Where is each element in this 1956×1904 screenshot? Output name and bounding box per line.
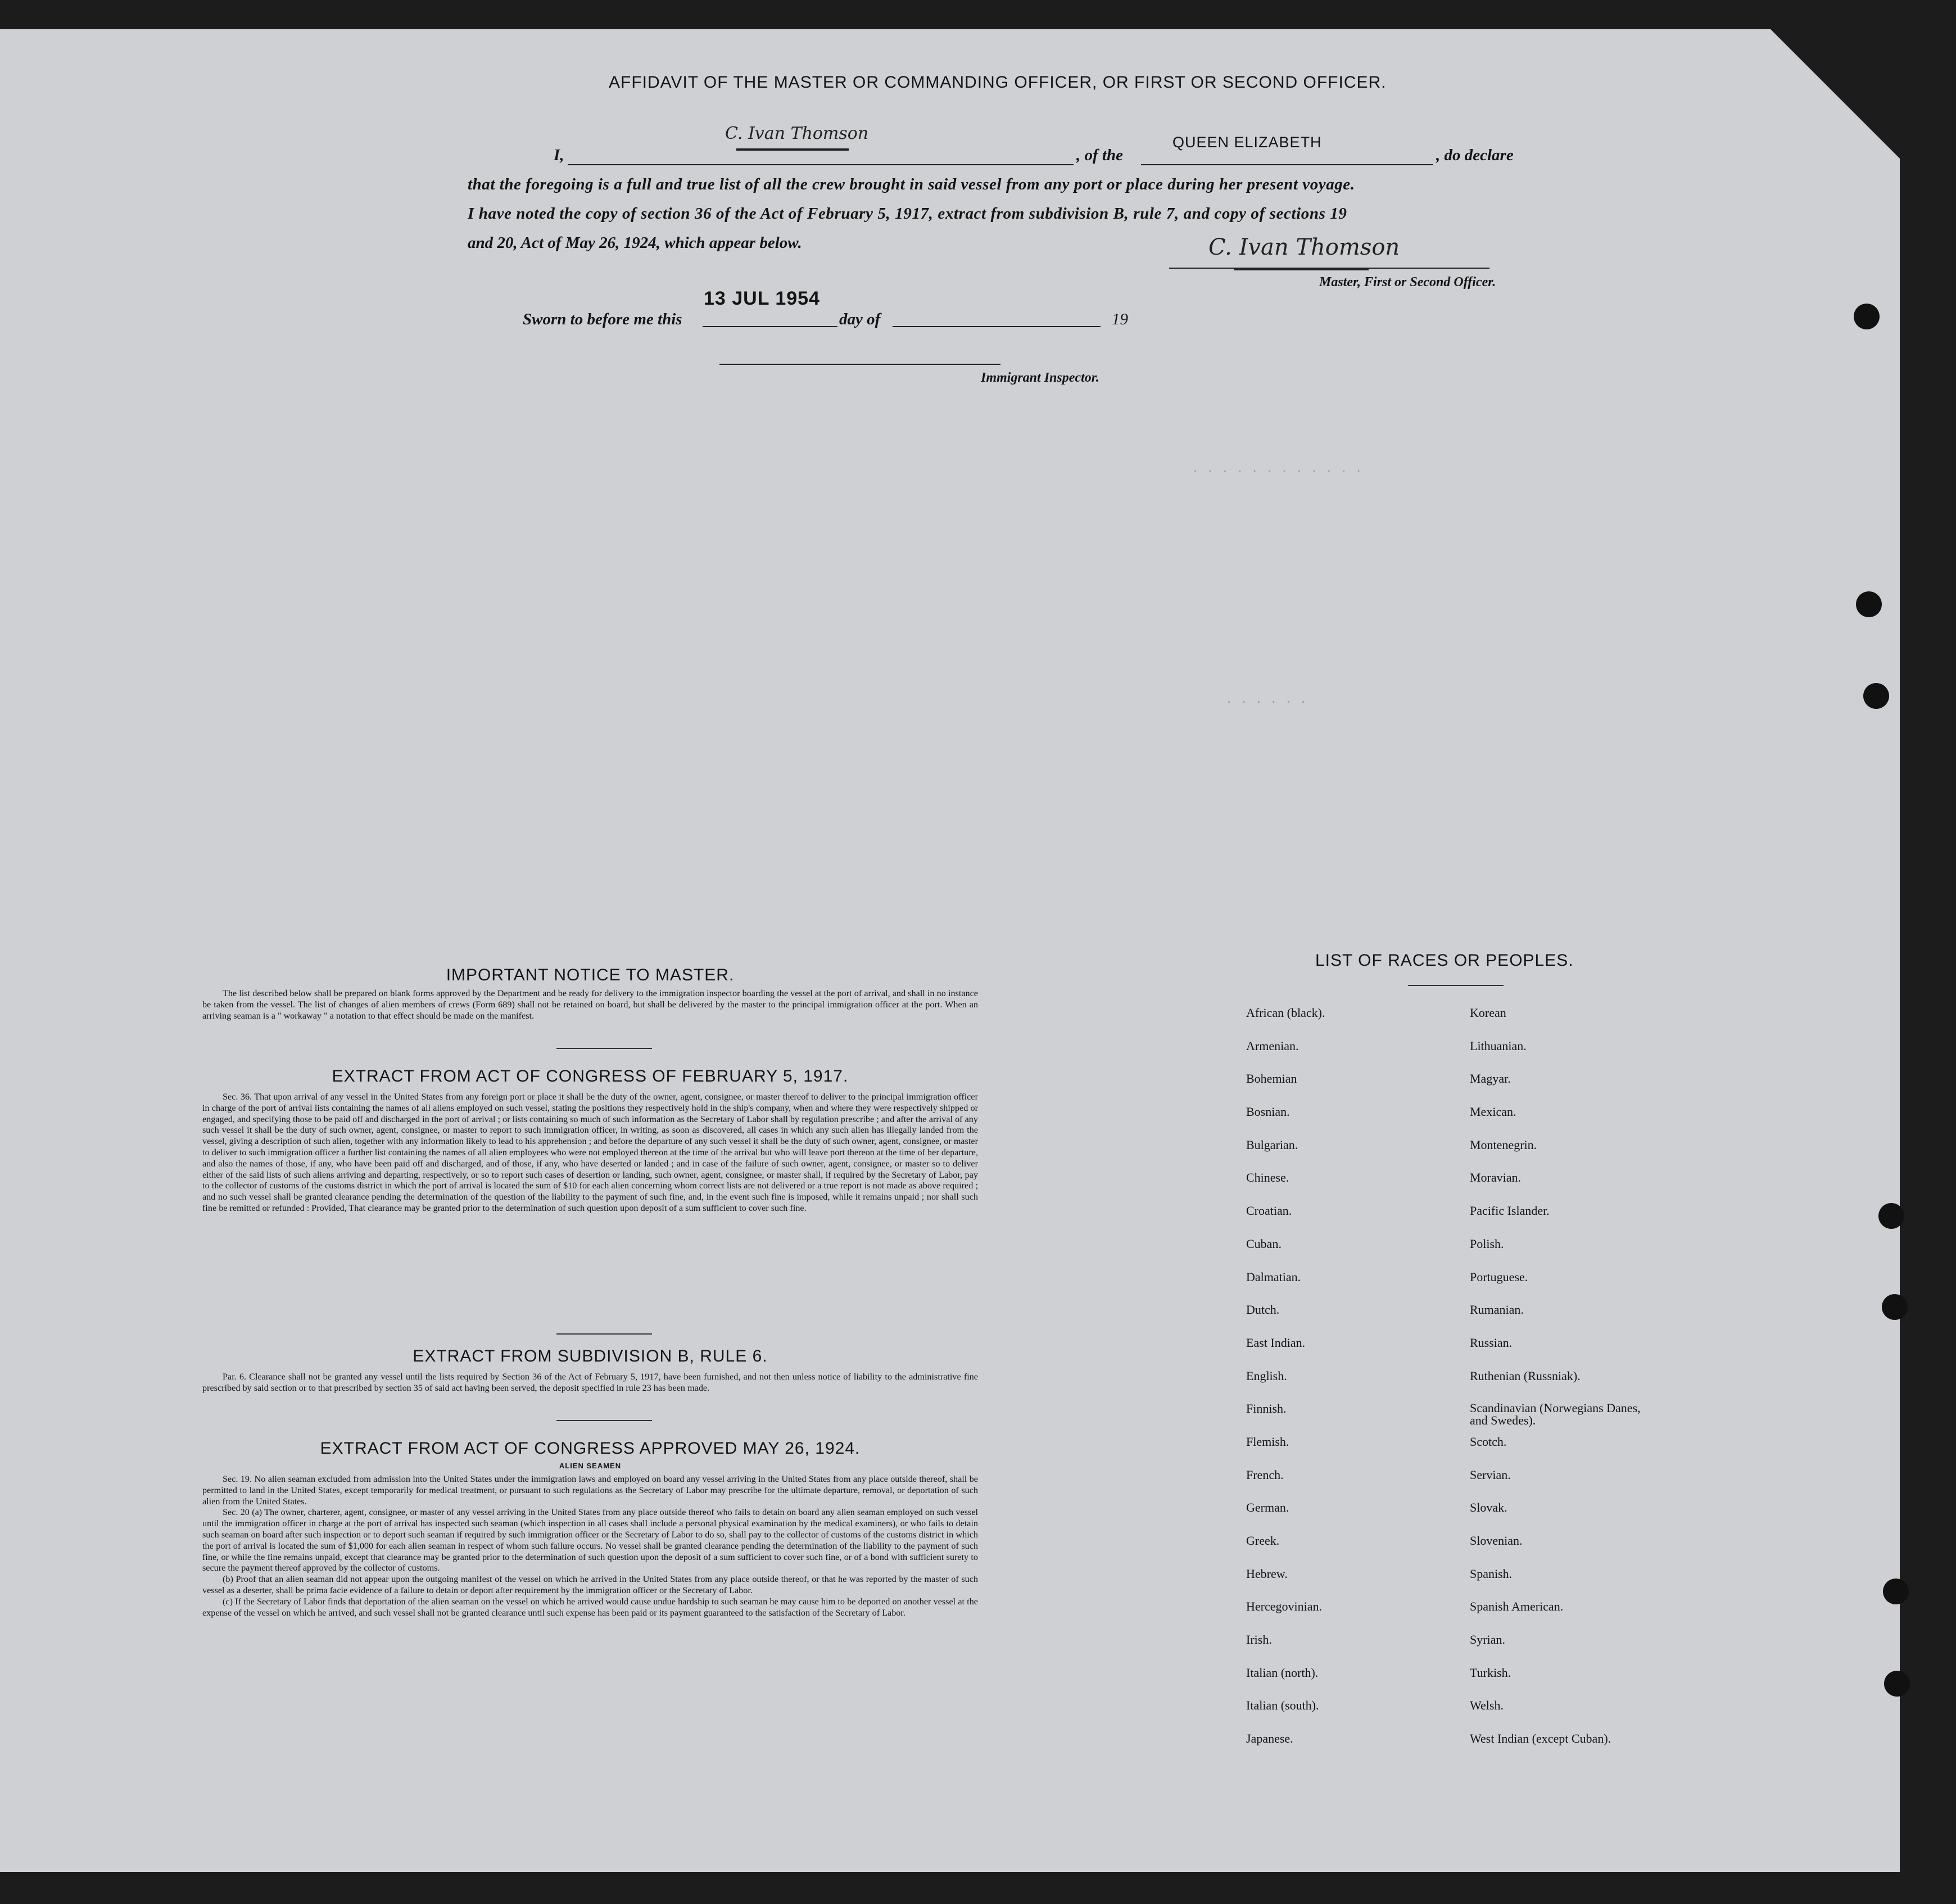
race-item: English. <box>1246 1368 1287 1383</box>
race-item: East Indian. <box>1246 1335 1306 1350</box>
race-item: African (black). <box>1246 1006 1325 1020</box>
extract-1924-text <box>202 1474 978 1618</box>
punch-hole <box>1883 1579 1909 1604</box>
extract-1924-title: EXTRACT FROM ACT OF CONGRESS APPROVED MAY 26, 1924. <box>320 1439 861 1458</box>
affidavit-body-line-3: and 20, Act of May 26, 1924, which appear below. <box>468 234 802 252</box>
punch-hole <box>1884 1671 1910 1697</box>
race-item: Hercegovinian. <box>1246 1599 1322 1614</box>
sec-19-paragraph: Sec. 19. No alien seaman excluded from admission into the United States under the immigration laws and employed on board any vessel arriving in the United States from any place outside thereof, shall be permitted to land in the United States, except temporarily for medical treatment, or pursuant to such regulations as the Secretary of Labor may prescribe for the ultimate departure, removal, or deportation of such alien from the United States. <box>202 1474 978 1507</box>
date-stamp: 13 JUL 1954 <box>704 288 820 309</box>
sec-36-paragraph: Sec. 36. That upon arrival of any vessel in the United States from any foreign port or place it shall be the duty of the owner, agent, consignee, or master thereof to deliver to the principal immigration officer in charge of the port of arrival lists containing the names of all aliens employed on such vessel, stating the positions they respectively hold in the ship's company, when and where they were respectively shipped or engaged, and specifying those to be paid off and discharged in the port of arrival ; or lists containing so much of such information as the Secretary of Labor shall by regulation prescribe ; and after the arrival of any such vessel it shall be the duty of such owner, agent, consignee, or master to report to such immigration officer, in writing, as soon as discovered, all cases in which any such alien has illegally landed from the vessel, giving a description of such alien, together with any information likely to lead to his apprehension ; and before the departure of any such vessel it shall be the duty of such owner, agent, consignee, or master to deliver to such immigration officer a further list containing the names of all alien employees who were not employed thereon at the time of the arrival but who will leave port thereon at the time of her departure, and also the names of those, if any, who have been paid off and discharged, and of those, if any, who have deserted or landed ; and in case of the failure of such owner, agent, consignee, or master so to deliver either of the said lists of such aliens arriving and departing, respectively, or so to report such cases of desertion or landing, such owner, agent, consignee, or master shall, if required by the Secretary of Labor, pay to the collector of customs of the customs district in which the port of arrival is located the sum of $10 for each alien concerning whom correct lists are not delivered or a true report is not made as above required ; and no such vessel shall be granted clearance pending the determination of the question of the liability to the payment of such fine, and, in the event such fine is imposed, while it remains unpaid ; nor shall such fine be remitted or refunded : Provided, That clearance may be granted prior to the determination of such question upon deposit of a sum sufficient to cover such fine. <box>202 1092 978 1213</box>
race-item: Bohemian <box>1246 1071 1297 1086</box>
extract-1917-text <box>202 1092 978 1214</box>
do-declare-label: , do declare <box>1436 146 1514 164</box>
section-divider <box>556 1048 652 1049</box>
race-item: Cuban. <box>1246 1236 1282 1251</box>
affidavit-title: AFFIDAVIT OF THE MASTER OR COMMANDING OFFICER, OR FIRST OR SECOND OFFICER. <box>609 73 1387 92</box>
race-item: Croatian. <box>1246 1204 1292 1218</box>
ship-name: QUEEN ELIZABETH <box>1172 134 1322 151</box>
race-item: Montenegrin. <box>1470 1137 1537 1152</box>
race-item: Greek. <box>1246 1534 1280 1548</box>
race-item: Servian. <box>1470 1467 1511 1482</box>
race-item: Bosnian. <box>1246 1105 1290 1119</box>
sec-20a-paragraph: Sec. 20 (a) The owner, charterer, agent, consignee, or master of any vessel arriving in the United States from any place outside thereof who fails to detain on board any alien seaman employed on such vessel until the immigration officer in charge at the port of arrival has inspected such seaman (which inspection in all cases shall include a personal physical examination by the medical examiners), or who fails to detain such seaman on board after such inspection or to deport such seaman if required by such immigration officer or the Secretary of Labor to do so, shall pay to the collector of customs of the customs district in which the port of arrival is located the sum of $1,000 for each alien seaman in respect of whom such failure occurs. No vessel shall be granted clearance pending the determination of the liability to the payment of such fine, or while the fine remains unpaid, except that clearance may be granted prior to the determination of such question upon the deposit of a sum sufficient to cover such fine, or of a bond with sufficient surety to secure the payment thereof approved by the collector of customs. <box>202 1507 978 1573</box>
punch-hole <box>1856 591 1882 617</box>
race-item: Armenian. <box>1246 1038 1299 1053</box>
race-item: Russian. <box>1470 1335 1513 1350</box>
month-line <box>893 326 1101 327</box>
race-item: Rumanian. <box>1470 1303 1524 1317</box>
alien-seamen-subtitle: ALIEN SEAMEN <box>559 1462 622 1470</box>
race-item: Ruthenian (Russniak). <box>1470 1368 1581 1383</box>
race-item: Flemish. <box>1246 1434 1289 1449</box>
document-page <box>0 29 1900 1872</box>
section-divider <box>556 1420 652 1421</box>
of-the-label: , of the <box>1076 146 1123 164</box>
affidavit-body-line-1: that the foregoing is a full and true list of all the crew brought in said vessel from any port or place during her present voyage. <box>468 175 1355 193</box>
race-item: Slovenian. <box>1470 1534 1523 1548</box>
bleed-through-text: . . . . . . <box>1225 693 1307 707</box>
punch-hole <box>1882 1294 1908 1320</box>
master-signature: C. Ivan Thomson <box>1208 234 1400 260</box>
races-column-1 <box>1246 1006 1325 1765</box>
race-item: Slovak. <box>1470 1500 1507 1515</box>
i-label: I, <box>554 146 564 164</box>
race-item: Spanish. <box>1470 1566 1513 1581</box>
handwriting-underline <box>736 148 849 151</box>
race-item: Japanese. <box>1246 1731 1293 1746</box>
master-label: Master, First or Second Officer. <box>1319 275 1496 290</box>
race-item: Portuguese. <box>1470 1269 1528 1284</box>
race-item: Dalmatian. <box>1246 1269 1301 1284</box>
race-item: Italian (south). <box>1246 1698 1319 1713</box>
ship-name-line <box>1141 164 1433 165</box>
punch-hole <box>1878 1203 1904 1229</box>
inspector-label: Immigrant Inspector. <box>981 370 1099 385</box>
race-item: Magyar. <box>1470 1071 1511 1086</box>
extract-rule6-title: EXTRACT FROM SUBDIVISION B, RULE 6. <box>413 1347 768 1365</box>
race-item: German. <box>1246 1500 1289 1515</box>
race-item: Moravian. <box>1470 1170 1522 1185</box>
races-title: LIST OF RACES OR PEOPLES. <box>1315 951 1574 970</box>
year-label: 19 <box>1112 310 1128 328</box>
race-item: Finnish. <box>1246 1401 1287 1416</box>
sec-20c-paragraph: (c) If the Secretary of Labor finds that deportation of the alien seaman on the vessel on which he arrived would cause undue hardship to such seaman he may cause him to be deported on another vessel at the expense of the vessel on which he arrived, and such vessel shall not be granted clearance until such expense has been paid or its payment guaranteed to the satisfaction of the Secretary of Labor. <box>202 1596 978 1618</box>
race-item: West Indian (except Cuban). <box>1470 1731 1611 1746</box>
punch-hole <box>1863 683 1889 709</box>
section-divider <box>556 1333 652 1335</box>
race-item: Irish. <box>1246 1632 1272 1647</box>
race-item: Bulgarian. <box>1246 1137 1298 1152</box>
officer-name-handwritten: C. Ivan Thomson <box>725 124 869 143</box>
race-item: Mexican. <box>1470 1105 1516 1119</box>
race-item: Welsh. <box>1470 1698 1504 1713</box>
race-item: Dutch. <box>1246 1303 1280 1317</box>
races-column-2 <box>1470 1006 1655 1765</box>
sworn-date-line <box>703 326 837 327</box>
extract-1917-title: EXTRACT FROM ACT OF CONGRESS OF FEBRUARY 5, 1917. <box>332 1067 849 1086</box>
race-item: Syrian. <box>1470 1632 1505 1647</box>
race-item: Turkish. <box>1470 1665 1511 1680</box>
signature-line <box>1169 268 1489 269</box>
notice-text <box>202 988 978 1021</box>
race-item: Hebrew. <box>1246 1566 1288 1581</box>
notice-title: IMPORTANT NOTICE TO MASTER. <box>446 966 735 984</box>
race-item: Italian (north). <box>1246 1665 1319 1680</box>
officer-name-line <box>568 164 1074 165</box>
race-item: French. <box>1246 1467 1284 1482</box>
race-item: Pacific Islander. <box>1470 1204 1550 1218</box>
race-item: Scandinavian (Norwegians Danes, and Swedes). <box>1470 1401 1641 1428</box>
bleed-through-text: . . . . . . . . . . . . <box>1192 462 1362 476</box>
race-item: Spanish American. <box>1470 1599 1564 1614</box>
punch-hole <box>1854 304 1880 329</box>
day-of-label: day of <box>839 310 881 328</box>
inspector-signature-line <box>719 364 1000 365</box>
torn-corner <box>1771 29 1900 159</box>
extract-rule6-text <box>202 1372 978 1394</box>
race-item: Chinese. <box>1246 1170 1289 1185</box>
notice-paragraph: The list described below shall be prepared on blank forms approved by the Department and be ready for delivery to the immigration inspector boarding the vessel at the port of arrival, and shall in no instance be taken from the vessel. The list of changes of alien members of crews (Form 689) shall not be retained on board, but shall be delivered by the master to the principal immigration officer at the port. When an arriving seaman is a " workaway " a notation to that effect should be made on the manifest. <box>202 988 978 1021</box>
affidavit-body-line-2: I have noted the copy of section 36 of the Act of February 5, 1917, extract from subdivision B, rule 7, and copy of sections 19 <box>468 205 1347 223</box>
sec-20b-paragraph: (b) Proof that an alien seaman did not appear upon the outgoing manifest of the vessel on which he arrived in the United States from any place outside thereof, or that he was reported by the master of such vessel as a deserter, shall be prima facie evidence of a failure to detain or deport after requirement by the immigration officer or the Secretary of Labor. <box>202 1574 978 1595</box>
sworn-label: Sworn to before me this <box>523 310 682 328</box>
race-item: Lithuanian. <box>1470 1038 1527 1053</box>
race-item: Scotch. <box>1470 1434 1507 1449</box>
races-title-rule <box>1408 985 1504 986</box>
par-6-paragraph: Par. 6. Clearance shall not be granted any vessel until the lists required by Section 36 of the Act of February 5, 1917, have been furnished, and not then unless notice of liability to the administrative fine prescribed by said section or to that prescribed by section 35 of said act having been served, the deposit specified in rule 23 has been made. <box>202 1372 978 1393</box>
race-item: Polish. <box>1470 1236 1504 1251</box>
race-item: Korean <box>1470 1006 1506 1020</box>
